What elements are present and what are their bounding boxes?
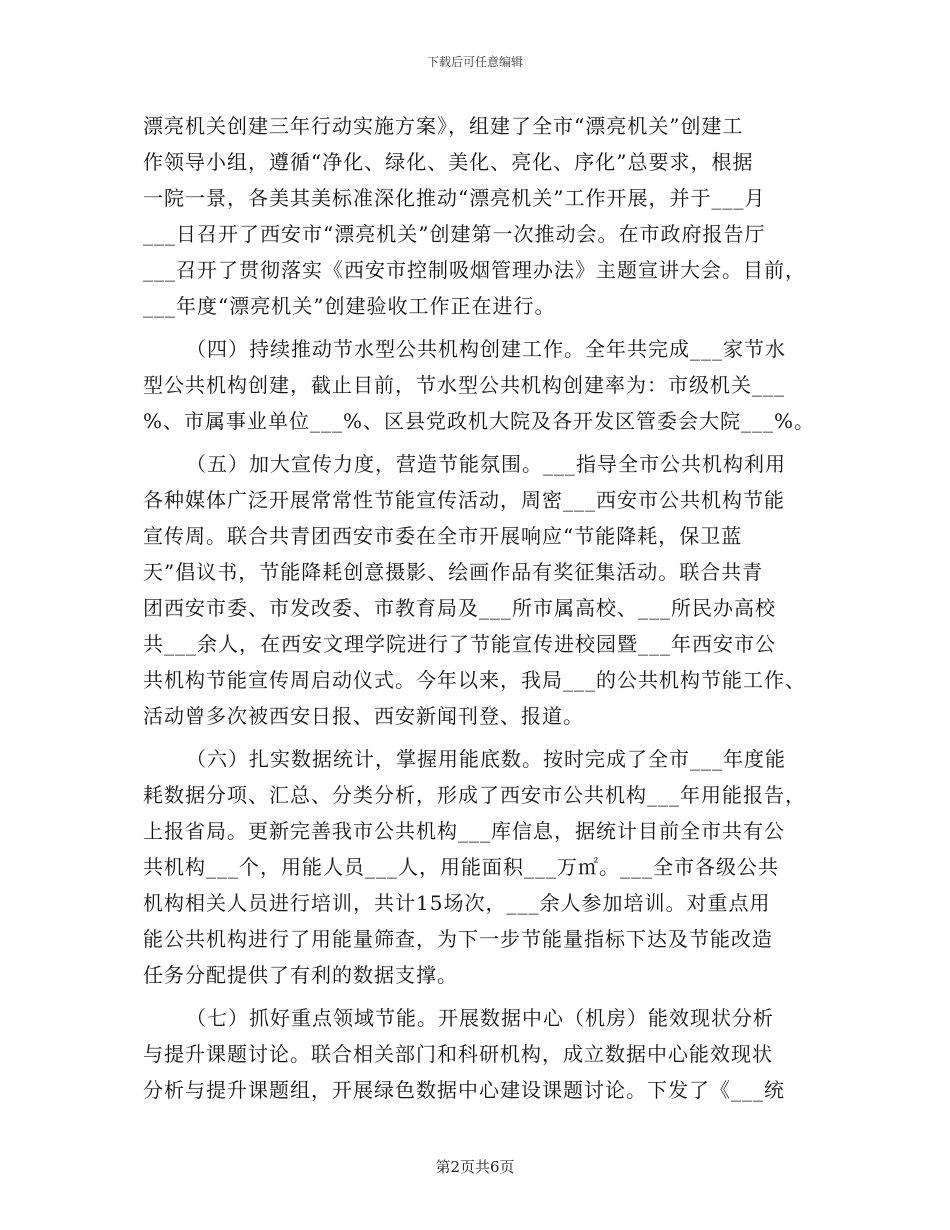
body-line: 一院一景，各美其美标准深化推动“漂亮机关”工作开展，并于___月 <box>143 186 766 210</box>
paragraph-start-line: （五）加大宣传力度，营造节能氛围。___指导全市公共机构利用 <box>186 452 786 476</box>
body-line: 型公共机构创建，截止目前，节水型公共机构创建率为：市级机关___ <box>143 373 785 397</box>
body-line: 团西安市委、市发改委、市教育局及___所市属高校、___所民办高校 <box>143 596 776 620</box>
body-line: 天”倡议书，节能降耗创意摄影、绘画作品有奖征集活动。联合共青 <box>143 560 764 584</box>
body-line: %、市属事业单位___%、区县党政机大院及各开发区管委会大院___%。 <box>143 409 816 433</box>
body-line: 上报省局。更新完善我市公共机构___库信息，据统计目前全市共有公 <box>143 819 785 843</box>
body-line: 共机构节能宣传周启动仪式。今年以来，我局___的公共机构节能工作、 <box>143 668 806 692</box>
body-line: 作领导小组，遵循“净化、绿化、美化、亮化、序化”总要求，根据 <box>143 150 754 174</box>
body-line: ___年度“漂亮机关”创建验收工作正在进行。 <box>143 294 556 318</box>
body-line: ___召开了贯彻落实《西安市控制吸烟管理办法》主题宣讲大会。目前， <box>143 258 806 282</box>
paragraph-start-line: （四）持续推动节水型公共机构创建工作。全年共完成___家节水 <box>186 337 786 361</box>
body-line: 能公共机构进行了用能量筛查，为下一步节能量指标下达及节能改造 <box>143 927 773 951</box>
body-line: 宣传周。联合共青团西安市委在全市开展响应“节能降耗，保卫蓝 <box>143 524 743 548</box>
body-line: 共___余人，在西安文理学院进行了节能宣传进校园暨___年西安市公 <box>143 632 776 656</box>
body-line: 与提升课题讨论。联合相关部门和科研机构，成立数据中心能效现状 <box>143 1042 773 1066</box>
body-line: 漂亮机关创建三年行动实施方案》，组建了全市“漂亮机关”创建工 <box>143 114 744 138</box>
paragraph-start-line: （六）扎实数据统计，掌握用能底数。按时完成了全市___年度能 <box>186 747 786 771</box>
page-header: 下载后可任意编辑 <box>426 55 523 69</box>
page-number: 第2页共6页 <box>435 1158 515 1176</box>
body-line: 各种媒体广泛开展常常性节能宣传活动，周密___西安市公共机构节能 <box>143 488 785 512</box>
body-line: 分析与提升课题组，开展绿色数据中心建设课题讨论。下发了《___统 <box>143 1078 785 1102</box>
body-line: 共机构___个，用能人员___人，用能面积___万㎡。___全市各级公共 <box>143 855 779 879</box>
body-line: 任务分配提供了有利的数据支撑。 <box>143 963 458 987</box>
body-line: 活动曾多次被西安日报、西安新闻刊登、报道。 <box>143 704 584 728</box>
paragraph-start-line: （七）抓好重点领域节能。开展数据中心（机房）能效现状分析 <box>186 1006 774 1030</box>
body-line: 耗数据分项、汇总、分类分析，形成了西安市公共机构___年用能报告， <box>143 783 806 807</box>
body-line: 机构相关人员进行培训，共计15场次，___余人参加培训。对重点用 <box>143 891 771 915</box>
body-line: ___日召开了西安市“漂亮机关”创建第一次推动会。在市政府报告厅 <box>143 222 766 246</box>
